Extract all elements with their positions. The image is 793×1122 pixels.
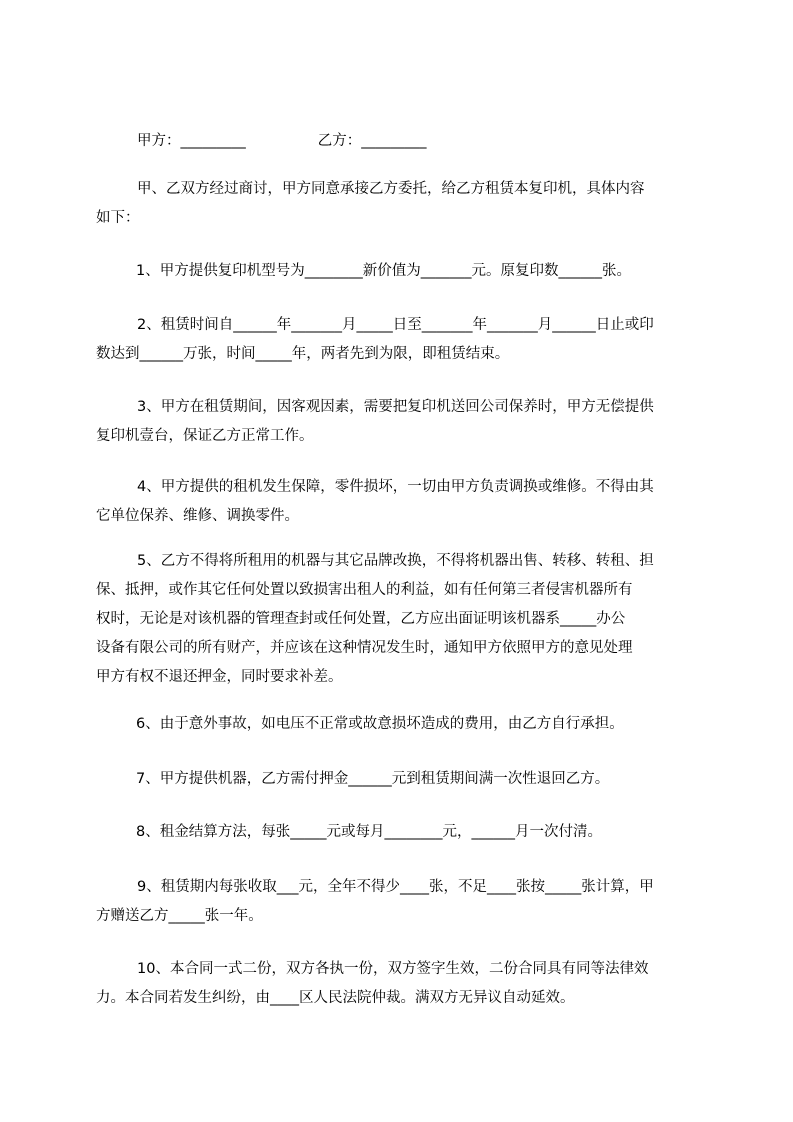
clause-8 bbox=[96, 818, 706, 847]
paragraph-line: 权时，无论是对该机器的管理查封或任何处置，乙方应出面证明该机器系_____办公 bbox=[96, 611, 626, 627]
paragraph-line: 力。本合同若发生纠纷，由____区人民法院仲裁。满双方无异议自动延效。 bbox=[96, 990, 575, 1006]
paragraph-line: 甲方有权不退还押金，同时要求补差。 bbox=[96, 669, 343, 685]
clause-4 bbox=[96, 473, 706, 531]
party-a-field: 甲方：_________ bbox=[137, 133, 246, 149]
paragraph-line: 设备有限公司的所有财产，并应该在这种情况发生时，通知甲方依照甲方的意见处理 bbox=[96, 640, 633, 656]
clause-1 bbox=[96, 257, 706, 286]
paragraph-line: 2、租赁时间自______年_______月_____日至_______年_______月______日止或印 bbox=[137, 317, 654, 333]
paragraph-line: 8、租金结算方法，每张_____元或每月________元，______月一次付清。 bbox=[136, 824, 602, 840]
clause-7 bbox=[96, 765, 706, 794]
paragraph-line: 5、乙方不得将所租用的机器与其它品牌改换，不得将机器出售、转移、转租、担 bbox=[137, 553, 654, 569]
paragraph-line: 它单位保养、维修、调换零件。 bbox=[96, 508, 299, 524]
paragraph-line: 保、抵押，或作其它任何处置以致损害出租人的利益，如有任何第三者侵害机器所有 bbox=[96, 582, 633, 598]
clause-6 bbox=[96, 710, 706, 739]
paragraph-line: 7、甲方提供机器，乙方需付押金______元到租赁期间满一次性退回乙方。 bbox=[136, 771, 610, 787]
paragraph-line: 6、由于意外事故，如电压不正常或故意损坏造成的费用，由乙方自行承担。 bbox=[136, 716, 624, 732]
paragraph-line: 数达到______万张，时间_____年，两者先到为限，即租赁结束。 bbox=[96, 346, 510, 362]
clause-5 bbox=[96, 547, 706, 692]
paragraph-line: 甲、乙双方经过商讨，甲方同意承接乙方委托，给乙方租赁本复印机，具体内容 bbox=[137, 181, 645, 197]
paragraph-line: 4、甲方提供的租机发生保障，零件损坏，一切由甲方负责调换或维修。不得由其 bbox=[137, 479, 654, 495]
intro-paragraph bbox=[96, 175, 706, 233]
clause-9 bbox=[96, 873, 706, 931]
paragraph-line: 9、租赁期内每张收取___元，全年不得少____张，不足____张按_____张计算，甲 bbox=[137, 879, 654, 895]
paragraph-line: 1、甲方提供复印机型号为________新价值为_______元。原复印数______张。 bbox=[136, 263, 631, 279]
parties-line bbox=[137, 131, 427, 151]
clause-2 bbox=[96, 311, 706, 369]
paragraph-line: 10、本合同一式二份，双方各执一份，双方签字生效，二份合同具有同等法律效 bbox=[137, 961, 649, 977]
clause-3 bbox=[96, 393, 706, 451]
paragraph-line: 如下： bbox=[96, 210, 140, 226]
paragraph-line: 复印机壹台，保证乙方正常工作。 bbox=[96, 428, 314, 444]
clause-10 bbox=[96, 955, 706, 1013]
party-b-field: 乙方：_________ bbox=[317, 133, 427, 149]
paragraph-line: 方赠送乙方_____张一年。 bbox=[96, 908, 263, 924]
paragraph-line: 3、甲方在租赁期间，因客观因素，需要把复印机送回公司保养时，甲方无偿提供 bbox=[137, 399, 654, 415]
